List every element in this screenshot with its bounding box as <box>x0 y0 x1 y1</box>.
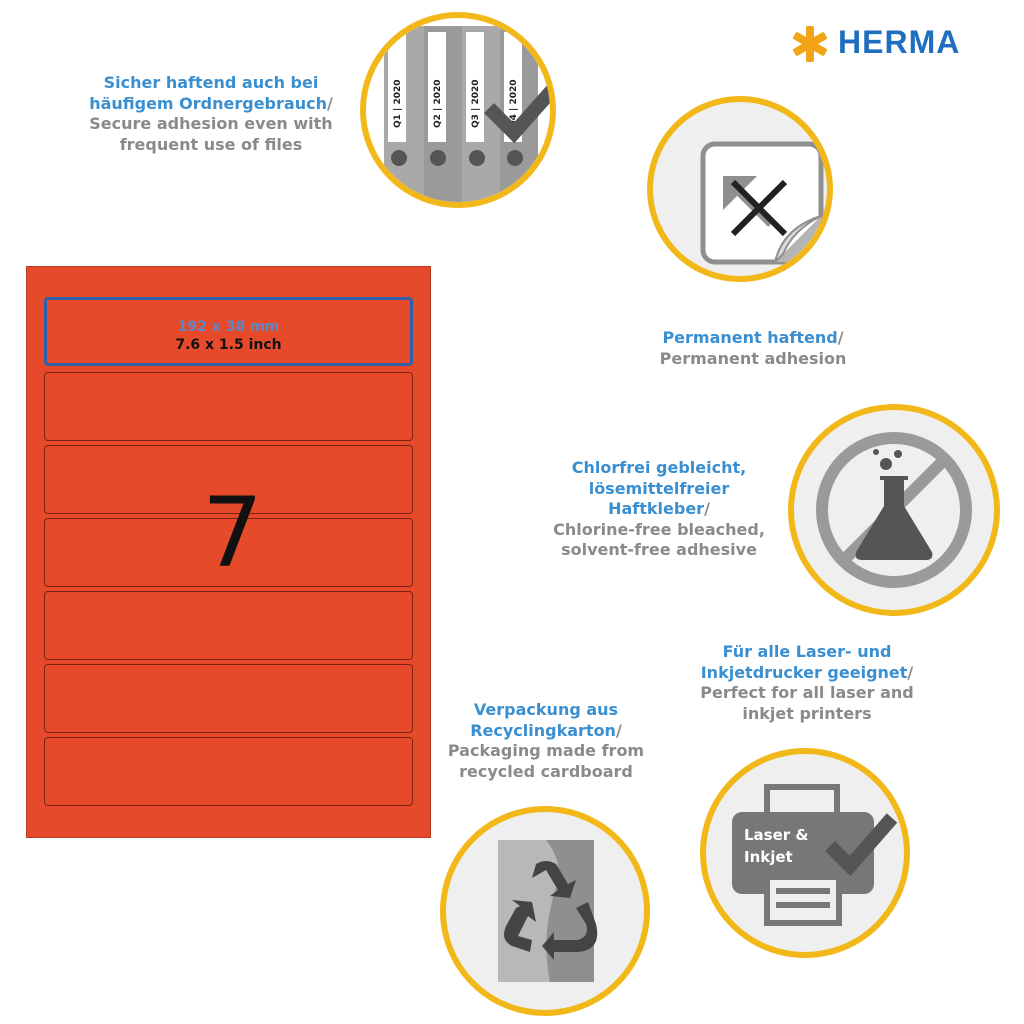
recycling-icon <box>440 806 650 1016</box>
binder-check-icon <box>360 12 556 208</box>
feature-en-text: Permanent adhesion <box>659 348 847 368</box>
binder-label-q3: Q3 | 2020 <box>471 79 481 128</box>
printer-label-line2: Inkjet <box>744 848 793 866</box>
feature-en-text: Perfect for all laser and inkjet printers <box>700 683 914 723</box>
feature-de-text: Permanent haftend <box>662 328 838 347</box>
feature-de-text: Verpackung aus Recyclingkarton <box>470 700 619 740</box>
feature-de-text: Chlorfrei gebleicht, lösemittelfreier Haftkleber <box>571 458 747 518</box>
label-size-mm: 192 x 38 mm <box>177 319 280 335</box>
label-strip-6 <box>44 664 413 733</box>
label-strip-5 <box>44 591 413 660</box>
feature-recycling-text: Verpackung aus Recyclingkarton/ Packaging made from recycled cardboard <box>447 700 645 781</box>
binder-label-q2: Q2 | 2020 <box>433 79 443 128</box>
binder-label-q1: Q1 | 2020 <box>393 79 403 128</box>
permanent-label-icon <box>647 96 833 282</box>
feature-en-text: Chlorine-free bleached, solvent-free adhesive <box>553 519 765 559</box>
feature-de-text: Sicher haftend auch bei häufigem Ordnergebrauch <box>89 73 327 113</box>
feature-en-text: Packaging made from recycled cardboard <box>447 741 645 781</box>
herma-star-icon <box>790 24 830 64</box>
feature-printer-text: Für alle Laser- und Inkjetdrucker geeignet/ Perfect for all laser and inkjet printers <box>700 642 914 723</box>
label-strip-7 <box>44 737 413 806</box>
label-size-inch: 7.6 x 1.5 inch <box>175 337 282 353</box>
label-sheet <box>26 266 431 838</box>
labels-per-sheet: 7 <box>202 477 264 589</box>
label-strip-2 <box>44 372 413 441</box>
printer-label-line1: Laser & <box>744 826 809 844</box>
label-strip-1 <box>44 297 413 366</box>
feature-secure-adhesion-text: Sicher haftend auch bei häufigem Ordnergebrauch/ Secure adhesion even with frequent use of files <box>89 73 333 154</box>
feature-permanent-text: Permanent haftend/ Permanent adhesion <box>659 328 847 368</box>
feature-de-text: Für alle Laser- und Inkjetdrucker geeignet <box>700 642 908 682</box>
feature-en-text: Secure adhesion even with frequent use of files <box>89 114 333 154</box>
brand-name: HERMA <box>838 24 961 60</box>
printer-check-icon <box>700 748 910 958</box>
no-chemicals-icon <box>788 404 1000 616</box>
feature-chlorine-free-text: Chlorfrei gebleicht, lösemittelfreier Haftkleber/ Chlorine-free bleached, solvent-free adhesive <box>553 458 765 559</box>
binder-label-q4: Q4 | 2020 <box>509 79 519 128</box>
